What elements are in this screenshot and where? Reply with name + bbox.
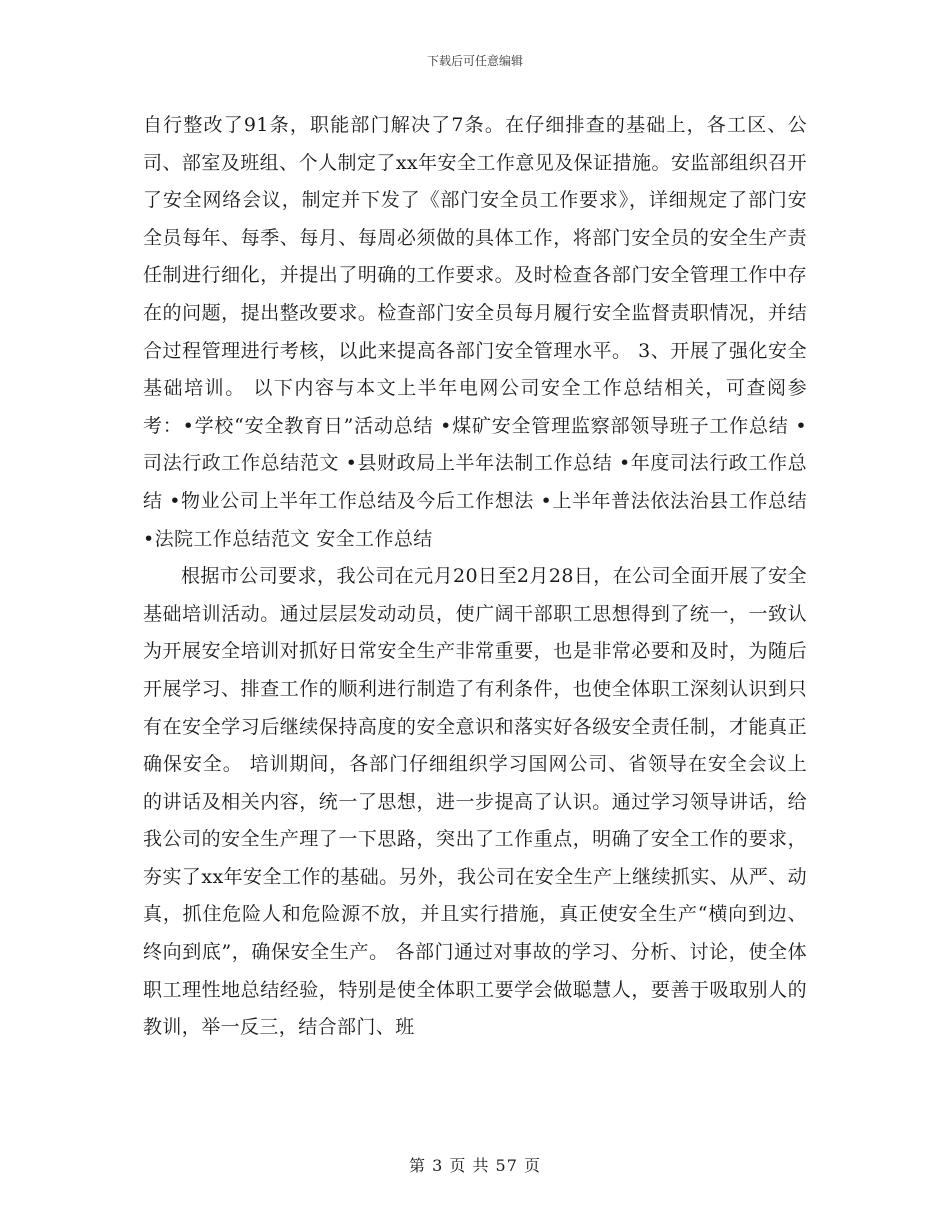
body-paragraph: 自行整改了91条，职能部门解决了7条。在仔细排查的基础上，各工区、公司、部室及班组、个人制定了xx年安全工作意见及保证措施。安监部组织召开了安全网络会议，制定并下发了《部门安全员工作要求》，详细规定了部门安全员每年、每季、每月、每周必须做的具体工作，将部门安全员的安全生产责任制进行细化，并提出了明确的工作要求。及时检查各部门安全管理工作中存在的问题，提出整改要求。检查部门安全员每月履行安全监督责职情况，并结合过程管理进行考核，以此来提高各部门安全管理水平。 3、开展了强化安全基础培训。 以下内容与本文上半年电网公司安全工作总结相关，可查阅参考：•学校“安全教育日”活动总结 •煤矿安全管理监察部领导班子工作总结 •司法行政工作总结范文 •县财政局上半年法制工作总结 •年度司法行政工作总结 •物业公司上半年工作总结及今后工作想法 •上半年普法依法治县工作总结 •法院工作总结范文 安全工作总结 <box>143 114 807 550</box>
document-body <box>143 107 807 1047</box>
body-paragraph: 根据市公司要求，我公司在元月20日至2月28日，在公司全面开展了安全基础培训活动。通过层层发动动员，使广阔干部职工思想得到了统一，一致认为开展安全培训对抓好日常安全生产非常重要，也是非常必要和及时，为随后开展学习、排查工作的顺利进行制造了有利条件，也使全体职工深刻认识到只有在安全学习后继续保持高度的安全意识和落实好各级安全责任制，才能真正确保安全。 培训期间，各部门仔细组织学习国网公司、省领导在安全会议上的讲话及相关内容，统一了思想，进一步提高了认识。通过学习领导讲话，给我公司的安全生产理了一下思路，突出了工作重点，明确了安全工作的要求，夯实了xx年安全工作的基础。另外，我公司在安全生产上继续抓实、从严、动真，抓住危险人和危险源不放，并且实行措施，真正使安全生产“横向到边、终向到底”，确保安全生产。 各部门通过对事故的学习、分析、讨论，使全体职工理性地总结经验，特别是使全体职工要学会做聪慧人，要善于吸取别人的教训，举一反三，结合部门、班 <box>143 565 807 1039</box>
page-header: 下载后可任意编辑 <box>426 54 523 68</box>
page-number-footer: 第 3 页 共 57 页 <box>409 1156 541 1175</box>
